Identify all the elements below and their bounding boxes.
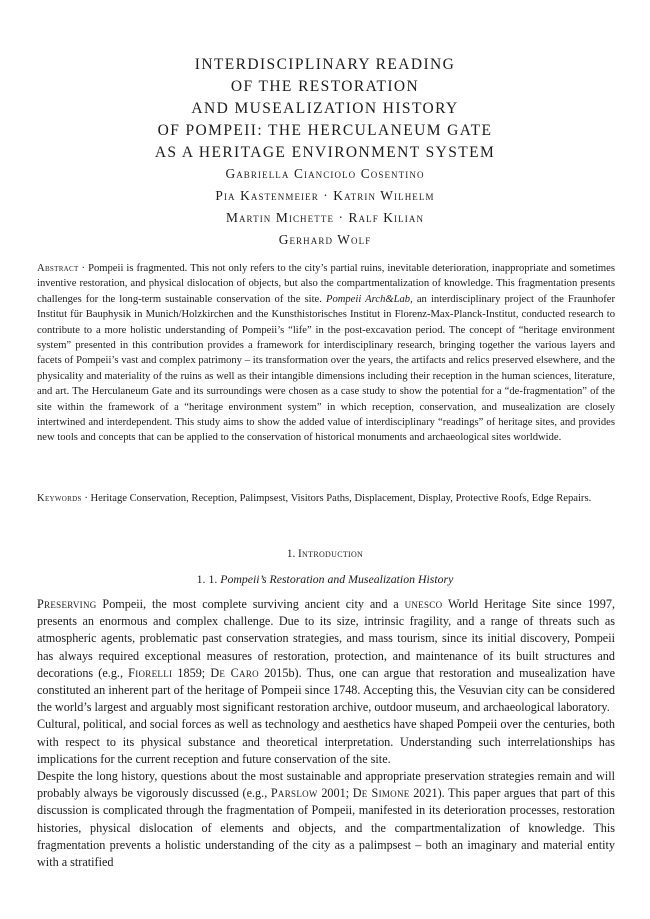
section-number: 1. bbox=[286, 548, 299, 560]
paragraph-text: Pompeii, the most complete surviving ancient city and a bbox=[96, 597, 405, 611]
keywords-separator: · bbox=[81, 493, 91, 504]
keywords bbox=[37, 491, 624, 506]
citation-year: 1859; bbox=[172, 665, 211, 680]
paragraph bbox=[37, 596, 615, 716]
paragraph bbox=[37, 768, 615, 871]
abstract-label: Abstract bbox=[37, 263, 79, 274]
acronym: unesco bbox=[404, 597, 443, 611]
author-list bbox=[0, 163, 650, 251]
title-line: OF THE RESTORATION bbox=[230, 78, 420, 95]
citation-author: De Caro bbox=[210, 665, 259, 680]
author-line: Martin Michette · Ralf Kilian bbox=[225, 210, 425, 225]
author-line: Pia Kastenmeier · Katrin Wilhelm bbox=[215, 188, 435, 203]
section-heading bbox=[0, 548, 650, 560]
title-line: INTERDISCIPLINARY READING bbox=[194, 56, 456, 73]
keywords-text: Heritage Conservation, Reception, Palimpsest, Visitors Paths, Displacement, Display, Protective Roofs, Edge Repairs. bbox=[90, 493, 592, 504]
citation-author: Fiorelli bbox=[128, 665, 173, 680]
section-title: Introduction bbox=[298, 548, 364, 560]
paragraph-text: 2021). This paper argues that part of this discussion is complicated through the fragmentation of Pompeii, manifested in its deterioration processes, restoration histories, physical dislocation of elements and objects, and the compartmentalization of knowledge. This fragmentation prevents a holistic understanding of the city as a palimpsest – both an imaginary and material entity with a stratified bbox=[37, 786, 615, 870]
body-text bbox=[37, 596, 615, 871]
subsection-heading bbox=[0, 572, 650, 587]
title-line: AND MUSEALIZATION HISTORY bbox=[191, 100, 459, 117]
citation-author: De Simone bbox=[352, 786, 410, 801]
paragraph: Cultural, political, and social forces as well as technology and aesthetics have shaped Pompeii over the centuries, both with respect to its physical substance and theoretical interpretation. Understanding such interrelationships has implications for the current reception and future conservation of the site. bbox=[37, 717, 615, 766]
lead-in-word: Preserving bbox=[37, 597, 97, 611]
abstract-text: , an interdisciplinary project of the Fraunhofer Institut für Bauphysik in Munich/Holzkirchen and the Kunsthistorisches Institut in Florenz-Max-Planck-Institut, conducted research to contribute to a more holistic understanding of Pompeii’s “life” in the post-excavation period. The concept of “heritage environment system” presented in this contribution provides a framework for interdisciplinary research, bringing together the various layers and facets of Pompeii’s vast and complex patrimony – its transformation over the years, the artifacts and relics preserved elsewhere, and the physicality and materiality of the ruins as well as their intangible dimensions including their reception in the human sciences, literature, and art. The Herculaneum Gate and its surroundings were chosen as a case study to show the potential for a “de-fragmentation” of the site within the framework of a “heritage environment system” in which reception, conservation, and musealization are closely intertwined and interdependent. This study aims to show the added value of interdisciplinary “readings” of heritage sites, and provides new tools and concepts that can be applied to the conservation of historical monuments and archaeological sites worldwide. bbox=[37, 293, 615, 444]
citation-year: 2001; bbox=[317, 786, 353, 801]
abstract-project-name: Pompeii Arch&Lab bbox=[325, 293, 411, 305]
subsection-title: Pompeii’s Restoration and Musealization History bbox=[220, 572, 454, 586]
abstract-text: Pompeii is fragmented. This not only refers to the city’s partial ruins, inevitable deterioration, inappropriate and sometimes inventive restoration, and physical dislocation of objects, but also the compartmentalization of knowledge. This fragmentation presents challenges for the long-term sustainable conservation of the site. bbox=[37, 263, 615, 305]
title-line: AS A HERITAGE ENVIRONMENT SYSTEM bbox=[154, 144, 496, 161]
abstract-separator: · bbox=[78, 263, 89, 274]
paper-title bbox=[0, 54, 650, 164]
author-line: Gabriella Cianciolo Cosentino bbox=[225, 166, 425, 181]
abstract bbox=[37, 261, 615, 446]
keywords-label: Keywords bbox=[37, 493, 82, 504]
subsection-number: 1. 1. bbox=[196, 572, 221, 586]
author-line: Gerhard Wolf bbox=[278, 232, 372, 247]
paragraph-text: 2015b). Thus, one can argue that restoration and musealization have constituted an inherent part of the heritage of Pompeii since 1748. Accepting this, the Vesuvian city can be considered the world’s largest and arguably most significant restoration archive, outdoor museum, and archaeological laboratory. bbox=[37, 665, 615, 715]
citation-author: Parslow bbox=[270, 786, 318, 801]
title-line: OF POMPEII: THE HERCULANEUM GATE bbox=[157, 122, 493, 139]
paragraph-text: World Heritage Site since 1997, presents an enormous and complex challenge. Due to its size, intrinsic fragility, and a range of threats such as atmospheric agents, problematic past conservation strategies, and mass tourism, since its initial discovery, Pompeii has always required exceptional measures of restoration, protection, and maintenance of its built structures and decorations (e.g., bbox=[37, 597, 615, 680]
paragraph-text: Despite the long history, questions about the most sustainable and appropriate preservation strategies remain and will probably always be vigorously discussed (e.g., bbox=[37, 769, 615, 801]
